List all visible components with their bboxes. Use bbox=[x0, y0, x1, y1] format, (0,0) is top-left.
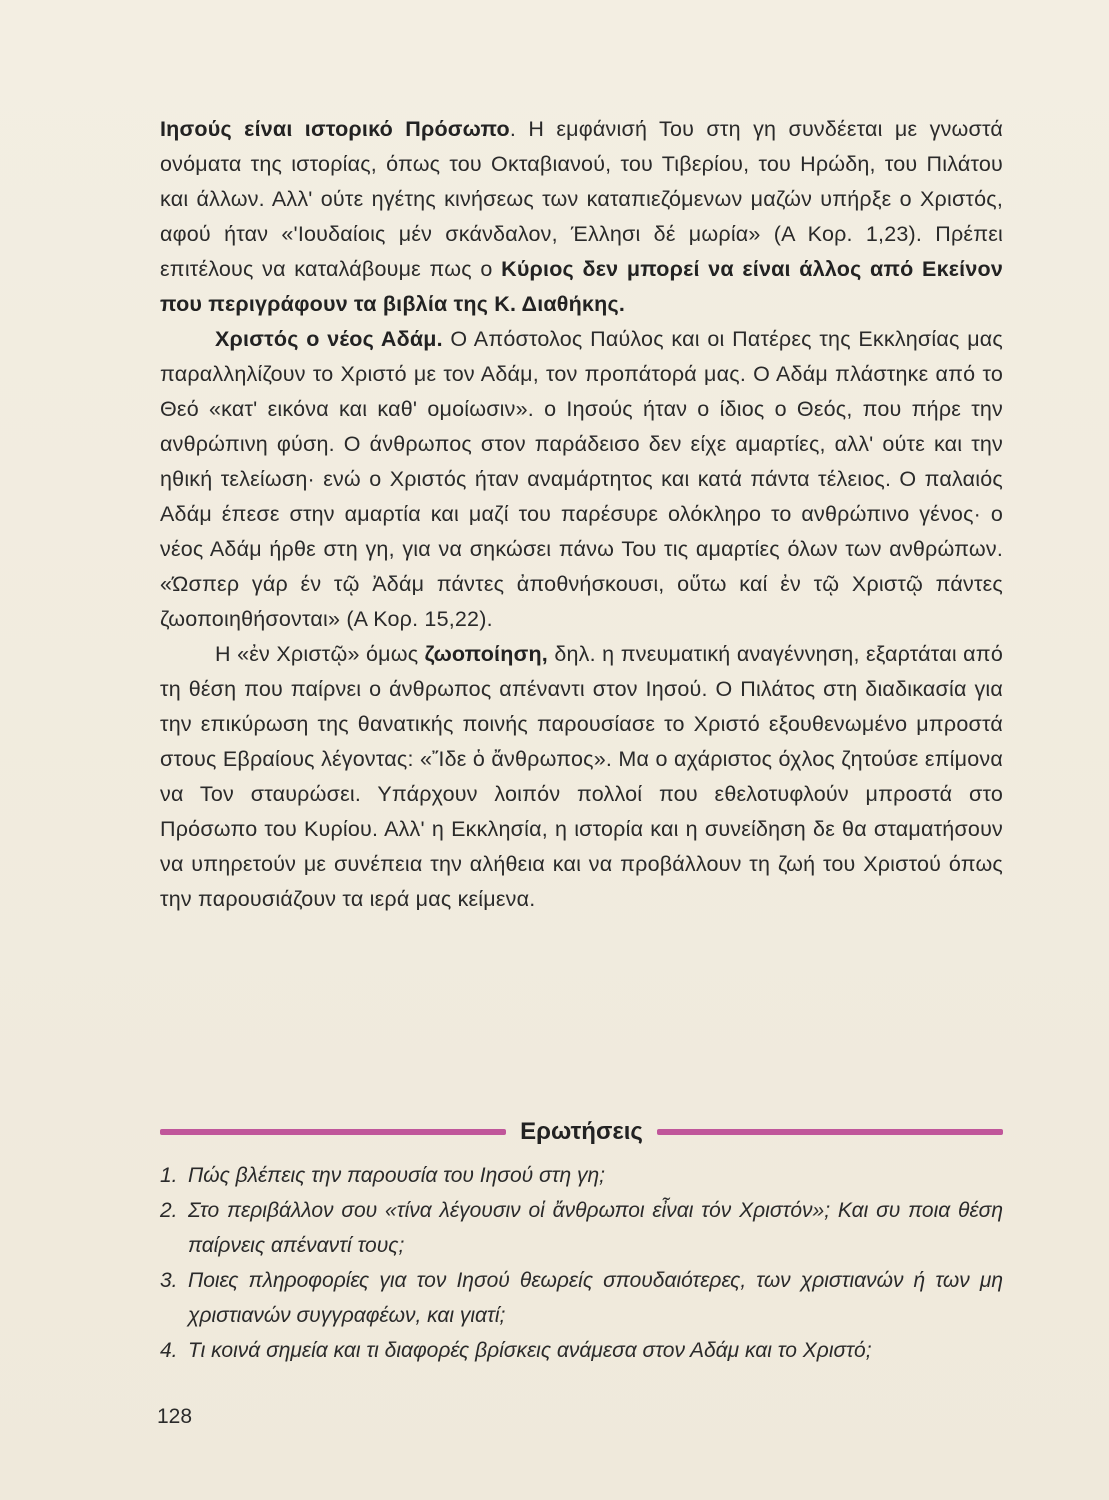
paragraph-regeneration bbox=[160, 637, 1003, 917]
paragraph-historical-person bbox=[160, 112, 1003, 322]
text-run: δηλ. η πνευματική αναγέννηση, εξαρτάται από τη θέση που παίρνει ο άνθρωπος απέναντι στον Ιησού. Ο Πιλάτος στη διαδικασία για την επικύρωση της θανατικής ποινής παρουσίασε το Χριστό εξουθενωμένο μπροστά στους Εβραίους λέγοντας: «Ἴδε ὁ ἄνθρωπος». Μα ο αχάριστος όχλος ζητούσε επίμονα να Τον σταυρώσει. Υπάρχουν λοιπόν πολλοί που εθελοτυφλούν μπροστά στο Πρόσωπο του Κυρίου. Αλλ' η Εκκλησία, η ιστορία και η συνείδηση δε θα σταματήσουν να υπηρετούν με συνέπεια την αλήθεια και να προβάλλουν τη ζωή του Χριστού όπως την παρουσιάζουν τα ιερά μας κείμενα. bbox=[160, 642, 1003, 911]
body-text bbox=[160, 112, 1003, 917]
question-number: 1. bbox=[160, 1164, 178, 1187]
emphasis-run: ζωοποίηση, bbox=[424, 642, 548, 666]
left-rule bbox=[160, 1129, 506, 1135]
question-item bbox=[160, 1333, 1003, 1368]
questions-list bbox=[160, 1158, 1003, 1368]
paragraph-new-adam bbox=[160, 322, 1003, 637]
question-text: Πώς βλέπεις την παρουσία του Ιησού στη γη; bbox=[188, 1164, 606, 1187]
question-text: Τι κοινά σημεία και τι διαφορές βρίσκεις ανάμεσα στον Αδάμ και το Χριστό; bbox=[188, 1339, 872, 1362]
text-run: Ο Απόστολος Παύλος και οι Πατέρες της Εκκλησίας μας παραλληλίζουν το Χριστό με τον Αδάμ, τον προπάτορά μας. Ο Αδάμ πλάστηκε από το Θεό «κατ' εικόνα και καθ' ομοίωσιν». ο Ιησούς ήταν ο ίδιος ο Θεός, που πήρε την ανθρώπινη φύση. Ο άνθρωπος στον παράδεισο δεν είχε αμαρτίες, αλλ' ούτε και την ηθική τελείωση· ενώ ο Χριστός ήταν αναμάρτητος και κατά πάντα τέλειος. Ο παλαιός Αδάμ έπεσε στην αμαρτία και μαζί του παρέσυρε ολόκληρο το ανθρώπινο γένος· ο νέος Αδάμ ήρθε στη γη, για να σηκώσει πάνω Του τις αμαρτίες όλων των ανθρώπων. «Ώσπερ γάρ έν τῷ Ἀδάμ πάντες ἀποθνήσκουσι, οὕτω καί ἐν τῷ Χριστῷ πάντες ζωοποιηθήσονται» (Α Κορ. 15,22). bbox=[160, 327, 1003, 631]
question-number: 3. bbox=[160, 1269, 178, 1292]
heading-historical-person: Ιησούς είναι ιστορικό Πρόσωπο bbox=[160, 117, 510, 141]
question-number: 2. bbox=[160, 1199, 178, 1222]
question-number: 4. bbox=[160, 1339, 178, 1362]
page-number: 128 bbox=[157, 1405, 193, 1428]
text-run: . Η εμφάνισή Του στη γη συνδέεται με γνωστά ονόματα της ιστορίας, όπως του Οκταβιανού, του Τιβερίου, του Ηρώδη, του Πιλάτου και άλλων. Αλλ' ούτε ηγέτης κινήσεως των καταπιεζόμενων μαζών υπήρξε ο Χριστός, αφού ήταν «'Ιουδαίοις μέν σκάνδαλον, Έλλησι δέ μωρία» (Α Κορ. 1,23). Πρέπει επιτέλους να καταλάβουμε πως ο bbox=[160, 117, 1003, 281]
text-run: Η «ἐν Χριστῷ» όμως bbox=[215, 642, 425, 666]
question-item bbox=[160, 1193, 1003, 1263]
question-text: Στο περιβάλλον σου «τίνα λέγουσιν οἱ ἄνθρωποι εἶναι τόν Χριστόν»; Και συ ποια θέση παίρνεις απέναντί τους; bbox=[188, 1199, 1003, 1257]
questions-header bbox=[160, 1112, 1003, 1152]
right-rule bbox=[657, 1129, 1003, 1135]
questions-title: Ερωτήσεις bbox=[520, 1118, 643, 1145]
question-item bbox=[160, 1263, 1003, 1333]
emphasis-run: Κύριος δεν μπορεί να είναι άλλος από Εκείνον που περιγράφουν τα βιβλία της Κ. Διαθήκης. bbox=[160, 257, 1003, 316]
question-item bbox=[160, 1158, 1003, 1193]
heading-new-adam: Χριστός ο νέος Αδάμ. bbox=[215, 327, 443, 351]
question-text: Ποιες πληροφορίες για τον Ιησού θεωρείς σπουδαιότερες, των χριστιανών ή των μη χριστιανών συγγραφέων, και γιατί; bbox=[188, 1269, 1003, 1327]
